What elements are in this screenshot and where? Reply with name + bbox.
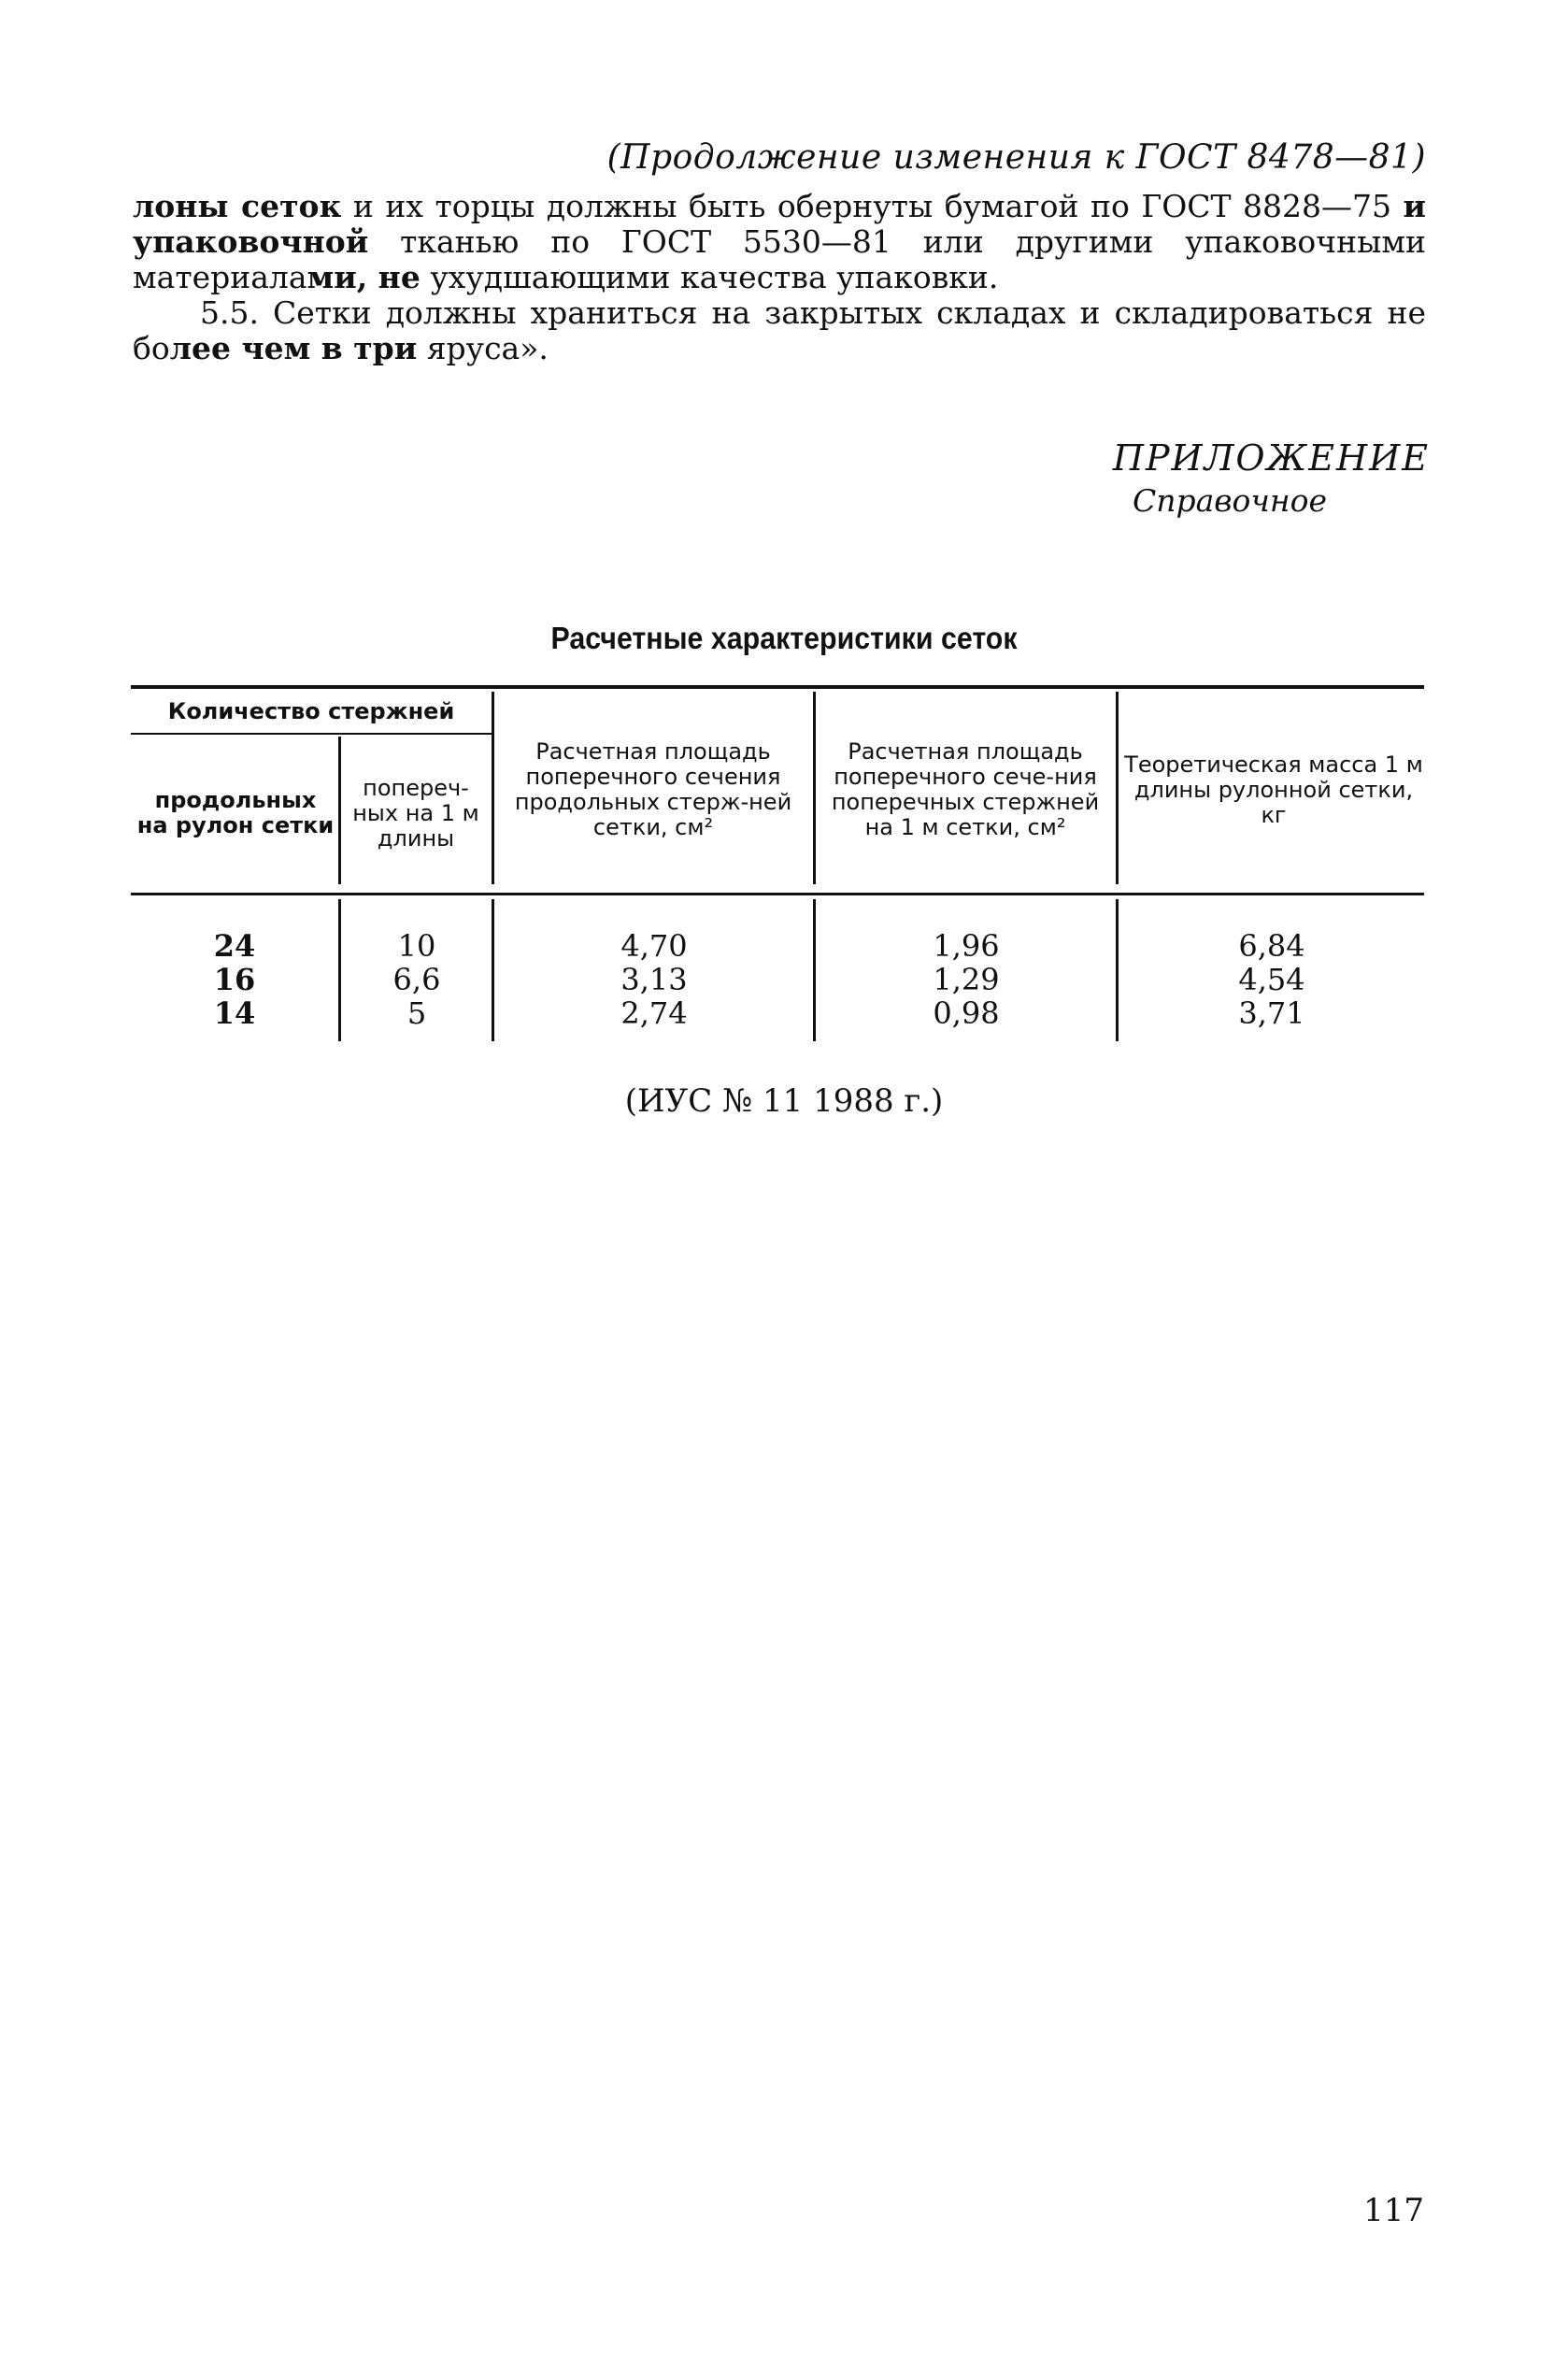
cell-r3-transverse: 5 xyxy=(406,995,427,1031)
cell-r2-longitudinal: 16 xyxy=(213,962,256,997)
paragraph2-segment: 5.5. Сетки должны храниться на закрытых складах и складироваться не бо xyxy=(133,294,1426,366)
page-number: 117 xyxy=(1363,2192,1424,2229)
body-divider-1 xyxy=(338,899,341,1041)
group-header: Количество стержней xyxy=(167,697,455,724)
header-mass: Теоретическая масса 1 м длины рулонной сетки, кг xyxy=(1124,751,1423,828)
cell-r3-mass: 3,71 xyxy=(1238,995,1305,1031)
amendment-note: (ИУС № 11 1988 г.) xyxy=(624,1082,944,1120)
header-area-longitudinal: Расчетная площадь поперечного сечения продольных стерж-ней сетки, см² xyxy=(514,738,792,840)
cell-r1-area-long: 4,70 xyxy=(620,928,688,964)
header-transverse: попереч-ных на 1 м длины xyxy=(352,774,479,852)
body-divider-3 xyxy=(813,899,816,1041)
cell-r3-area-trans: 0,98 xyxy=(933,995,1000,1031)
cell-r1-transverse: 10 xyxy=(397,928,436,964)
header-longitudinal: продольных на рулон сетки xyxy=(136,787,335,838)
appendix-title: ПРИЛОЖЕНИЕ xyxy=(1112,437,1430,479)
paragraph1-segment: ухудшающими качества упаковки. xyxy=(420,259,999,295)
cell-r1-area-trans: 1,96 xyxy=(933,928,1000,964)
col-divider-2 xyxy=(492,692,494,884)
cell-r3-longitudinal: 14 xyxy=(213,995,256,1031)
table-top-rule xyxy=(131,685,1424,689)
col-divider-3 xyxy=(813,692,816,884)
table-title: Расчетные характеристики сеток xyxy=(550,621,1018,655)
col-divider-1 xyxy=(338,737,341,884)
cell-r2-transverse: 6,6 xyxy=(392,962,441,997)
cell-r2-area-trans: 1,29 xyxy=(933,962,1000,997)
body-divider-2 xyxy=(492,899,494,1041)
header-bottom-rule xyxy=(131,893,1424,895)
col-divider-4 xyxy=(1116,692,1119,884)
paragraph1-segment: тканью по ГОСТ 5530—81 или другими упаковочными материала xyxy=(133,223,1426,295)
paragraph2-segment: яруса». xyxy=(417,330,549,366)
paragraph1-segment: ми, не xyxy=(306,259,421,295)
cell-r3-area-long: 2,74 xyxy=(620,995,688,1031)
characteristics-table xyxy=(0,0,1568,1122)
cell-r2-mass: 4,54 xyxy=(1238,962,1305,997)
cell-r1-longitudinal: 24 xyxy=(213,928,256,964)
paragraph1-segment: лоны сеток xyxy=(133,188,342,224)
document-header: (Продолжение изменения к ГОСТ 8478—81) xyxy=(606,138,1426,177)
appendix-subtitle: Справочное xyxy=(1132,482,1327,519)
paragraph1-segment: и упаковочной xyxy=(133,188,1426,260)
paragraph1-segment: и их торцы должны быть обернуты бумагой по ГОСТ 8828—75 xyxy=(341,188,1404,224)
group-header-rule xyxy=(131,733,492,735)
paragraph2-segment: лее чем в три xyxy=(169,330,418,366)
body-divider-4 xyxy=(1116,899,1119,1041)
cell-r2-area-long: 3,13 xyxy=(620,962,688,997)
cell-r1-mass: 6,84 xyxy=(1238,928,1305,964)
header-area-transverse: Расчетная площадь поперечного сече-ния поперечных стержней на 1 м сетки, см² xyxy=(831,738,1100,840)
